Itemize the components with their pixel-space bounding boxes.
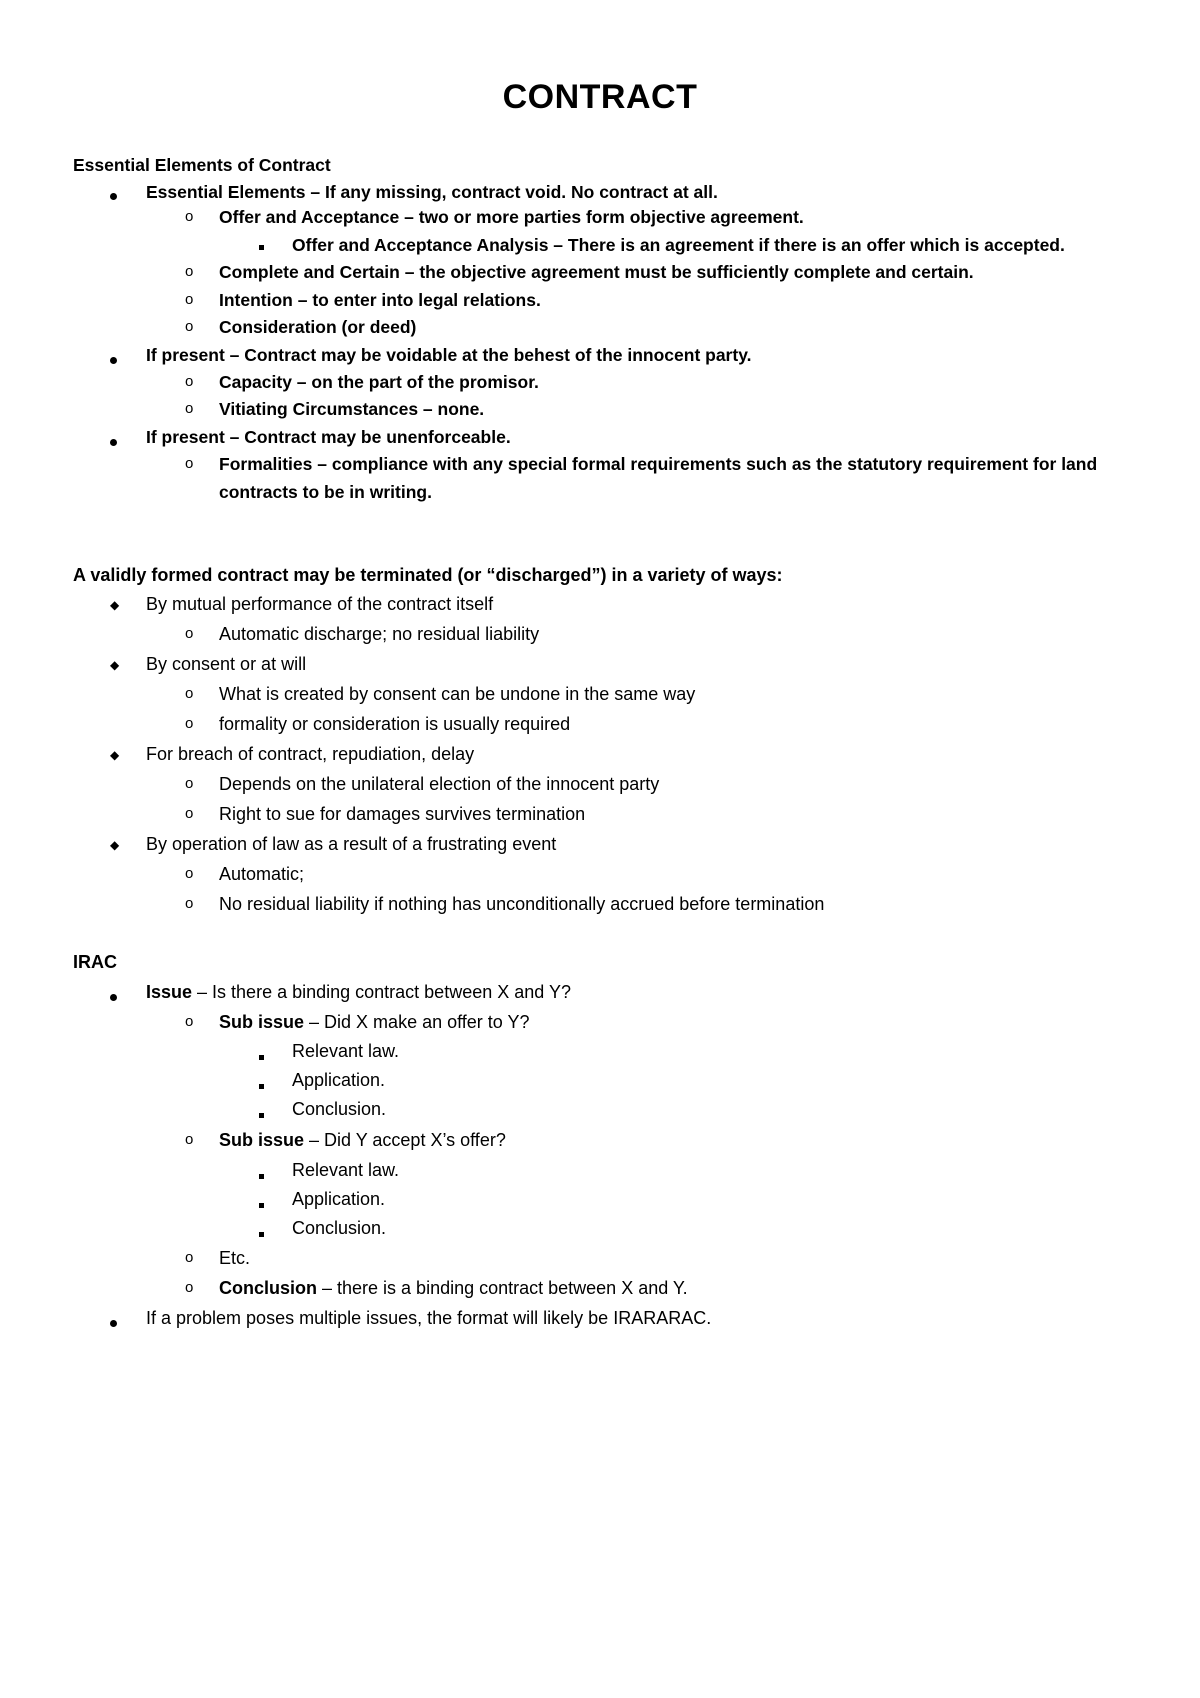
list-item: Relevant law. bbox=[292, 1041, 400, 1061]
section-heading-irac: IRAC bbox=[73, 952, 117, 972]
list-item: By operation of law as a result of a frustrating event bbox=[146, 834, 557, 854]
list-item: What is created by consent can be undone in the same way bbox=[219, 684, 696, 704]
list-item: Application. bbox=[292, 1189, 386, 1209]
list-item: formality or consideration is usually required bbox=[219, 714, 571, 734]
bullet-dot bbox=[110, 187, 117, 205]
bullet-circle: o bbox=[185, 400, 194, 417]
sub-issue-text: – Did Y accept X’s offer? bbox=[304, 1130, 506, 1150]
bullet-circle: o bbox=[185, 291, 194, 308]
list-item: Essential Elements – If any missing, contract void. No contract at all. bbox=[146, 182, 718, 202]
list-item: Capacity – on the part of the promisor. bbox=[219, 372, 539, 392]
list-item: If present – Contract may be voidable at the behest of the innocent party. bbox=[146, 345, 752, 365]
list-item: If a problem poses multiple issues, the format will likely be IRARARAC. bbox=[146, 1308, 712, 1328]
list-item: Formalities – compliance with any special formal requirements such as the statutory requirement for land bbox=[219, 454, 1098, 474]
bullet-diamond: ◆ bbox=[110, 658, 120, 672]
page-title: CONTRACT bbox=[502, 78, 698, 116]
list-item: Automatic; bbox=[219, 864, 305, 884]
sub-issue-text: – Did X make an offer to Y? bbox=[304, 1012, 530, 1032]
bullet-square bbox=[259, 1076, 264, 1094]
bullet-circle: o bbox=[185, 455, 194, 472]
bullet-square bbox=[259, 237, 264, 255]
bullet-circle: o bbox=[185, 775, 194, 792]
bullet-square bbox=[259, 1047, 264, 1065]
list-item: Relevant law. bbox=[292, 1160, 400, 1180]
bullet-dot bbox=[110, 351, 117, 369]
section-heading-termination: A validly formed contract may be terminated (or “discharged”) in a variety of ways: bbox=[73, 565, 783, 585]
list-item: Conclusion. bbox=[292, 1099, 387, 1119]
bullet-circle: o bbox=[185, 895, 194, 912]
conclusion-text: – there is a binding contract between X and Y. bbox=[317, 1278, 688, 1298]
bullet-circle: o bbox=[185, 1013, 194, 1030]
bullet-circle: o bbox=[185, 805, 194, 822]
bullet-diamond: ◆ bbox=[110, 598, 120, 612]
bullet-square bbox=[259, 1166, 264, 1184]
list-item: Offer and Acceptance – two or more parties form objective agreement. bbox=[219, 207, 804, 227]
list-item-sub-issue bbox=[219, 1130, 506, 1151]
list-item: Vitiating Circumstances – none. bbox=[219, 399, 485, 419]
bullet-dot bbox=[110, 433, 117, 451]
bullet-circle: o bbox=[185, 685, 194, 702]
bullet-circle: o bbox=[185, 373, 194, 390]
list-item-conclusion bbox=[219, 1278, 688, 1299]
bullet-square bbox=[259, 1195, 264, 1213]
list-item: No residual liability if nothing has unconditionally accrued before termination bbox=[219, 894, 825, 914]
bullet-square bbox=[259, 1224, 264, 1242]
list-item: By consent or at will bbox=[146, 654, 307, 674]
sub-issue-label: Sub issue bbox=[219, 1012, 305, 1032]
list-item: Offer and Acceptance Analysis – There is an agreement if there is an offer which is accepted. bbox=[292, 235, 1065, 255]
bullet-dot bbox=[110, 988, 117, 1006]
list-item: Intention – to enter into legal relations. bbox=[219, 290, 541, 310]
list-item: Complete and Certain – the objective agreement must be sufficiently complete and certain. bbox=[219, 262, 974, 282]
bullet-circle: o bbox=[185, 263, 194, 280]
list-item: For breach of contract, repudiation, delay bbox=[146, 744, 475, 764]
conclusion-label: Conclusion bbox=[219, 1278, 317, 1298]
sub-issue-label: Sub issue bbox=[219, 1130, 305, 1150]
bullet-circle: o bbox=[185, 715, 194, 732]
bullet-circle: o bbox=[185, 1131, 194, 1148]
list-item-issue bbox=[146, 982, 571, 1003]
bullet-dot bbox=[110, 1314, 117, 1332]
bullet-circle: o bbox=[185, 1249, 194, 1266]
list-item: Consideration (or deed) bbox=[219, 317, 417, 337]
bullet-diamond: ◆ bbox=[110, 838, 120, 852]
bullet-diamond: ◆ bbox=[110, 748, 120, 762]
list-item: Right to sue for damages survives termination bbox=[219, 804, 586, 824]
bullet-circle: o bbox=[185, 318, 194, 335]
list-item: Application. bbox=[292, 1070, 386, 1090]
list-item: Etc. bbox=[219, 1248, 251, 1268]
list-item: By mutual performance of the contract itself bbox=[146, 594, 494, 614]
list-item-continuation: contracts to be in writing. bbox=[219, 482, 432, 502]
issue-text: – Is there a binding contract between X and Y? bbox=[192, 982, 571, 1002]
issue-label: Issue bbox=[146, 982, 193, 1002]
bullet-circle: o bbox=[185, 865, 194, 882]
bullet-circle: o bbox=[185, 1279, 194, 1296]
bullet-square bbox=[259, 1105, 264, 1123]
bullet-circle: o bbox=[185, 208, 194, 225]
list-item-sub-issue bbox=[219, 1012, 530, 1033]
bullet-circle: o bbox=[185, 625, 194, 642]
list-item: If present – Contract may be unenforceable. bbox=[146, 427, 511, 447]
list-item: Automatic discharge; no residual liability bbox=[219, 624, 540, 644]
list-item: Depends on the unilateral election of the innocent party bbox=[219, 774, 660, 794]
section-heading-essential-elements: Essential Elements of Contract bbox=[73, 155, 331, 175]
list-item: Conclusion. bbox=[292, 1218, 387, 1238]
